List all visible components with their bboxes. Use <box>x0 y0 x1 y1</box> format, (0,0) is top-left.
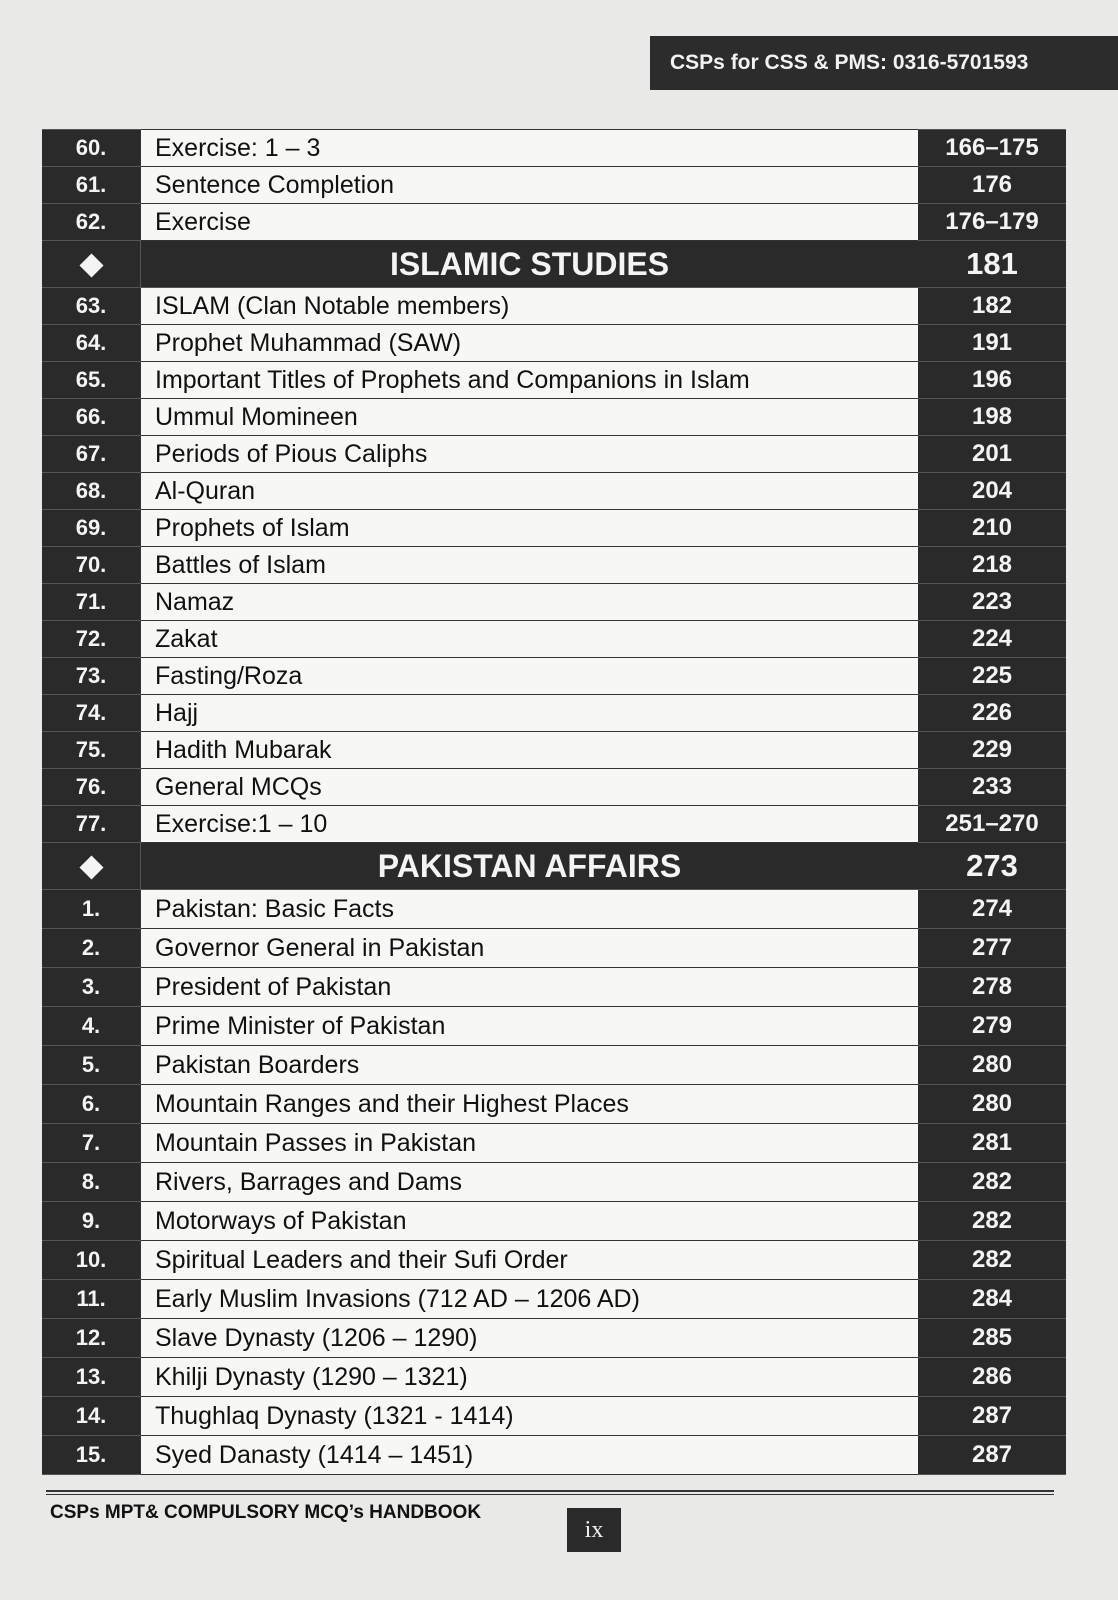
toc-title: Exercise:1 – 10 <box>141 806 919 843</box>
toc-number: 77. <box>42 806 141 843</box>
toc-row[interactable] <box>42 1085 1066 1124</box>
toc-title: Fasting/Roza <box>141 658 919 695</box>
toc-title: Khilji Dynasty (1290 – 1321) <box>141 1358 919 1397</box>
toc-row[interactable] <box>42 204 1066 241</box>
toc-title: Hadith Mubarak <box>141 732 919 769</box>
toc-row[interactable] <box>42 968 1066 1007</box>
toc-page: 166–175 <box>918 130 1066 167</box>
toc-row[interactable] <box>42 1163 1066 1202</box>
page-number: ix <box>567 1508 621 1552</box>
toc-number: 11. <box>42 1280 141 1319</box>
toc-title: Namaz <box>141 584 919 621</box>
toc-title: Al-Quran <box>141 473 919 510</box>
footer-divider <box>46 1490 1054 1495</box>
toc-row[interactable] <box>42 1397 1066 1436</box>
toc-title: General MCQs <box>141 769 919 806</box>
toc-row[interactable] <box>42 167 1066 204</box>
toc-number: 3. <box>42 968 141 1007</box>
section-page: 273 <box>918 843 1066 890</box>
diamond-icon <box>79 253 103 277</box>
toc-title: President of Pakistan <box>141 968 919 1007</box>
toc-title: Hajj <box>141 695 919 732</box>
toc-title: Important Titles of Prophets and Companions in Islam <box>141 362 919 399</box>
toc-page: 176–179 <box>918 204 1066 241</box>
toc-number: 13. <box>42 1358 141 1397</box>
toc-row[interactable] <box>42 621 1066 658</box>
toc-title: Governor General in Pakistan <box>141 929 919 968</box>
toc-page: 223 <box>918 584 1066 621</box>
toc-number: 70. <box>42 547 141 584</box>
toc-number: 67. <box>42 436 141 473</box>
toc-page: 198 <box>918 399 1066 436</box>
toc-number: 69. <box>42 510 141 547</box>
toc-number: 5. <box>42 1046 141 1085</box>
toc-row[interactable] <box>42 1007 1066 1046</box>
toc-row[interactable] <box>42 695 1066 732</box>
toc-title: Pakistan: Basic Facts <box>141 890 919 929</box>
toc-number: 68. <box>42 473 141 510</box>
toc-row[interactable] <box>42 658 1066 695</box>
toc-number: 72. <box>42 621 141 658</box>
toc-number: 66. <box>42 399 141 436</box>
header-contact-text: CSPs for CSS & PMS: 0316-5701593 <box>670 51 1029 74</box>
toc-row[interactable] <box>42 806 1066 843</box>
toc-title: ISLAM (Clan Notable members) <box>141 288 919 325</box>
toc-page: 251–270 <box>918 806 1066 843</box>
toc-row[interactable] <box>42 362 1066 399</box>
toc-page: 218 <box>918 547 1066 584</box>
toc-page: 201 <box>918 436 1066 473</box>
toc-title: Sentence Completion <box>141 167 919 204</box>
toc-title: Early Muslim Invasions (712 AD – 1206 AD) <box>141 1280 919 1319</box>
toc-title: Mountain Ranges and their Highest Places <box>141 1085 919 1124</box>
toc-row[interactable] <box>42 288 1066 325</box>
toc-row[interactable] <box>42 890 1066 929</box>
toc-number: 6. <box>42 1085 141 1124</box>
toc-number: 73. <box>42 658 141 695</box>
toc-number: 74. <box>42 695 141 732</box>
toc-title: Prophets of Islam <box>141 510 919 547</box>
toc-number: 12. <box>42 1319 141 1358</box>
toc-number: 7. <box>42 1124 141 1163</box>
toc-page: 233 <box>918 769 1066 806</box>
toc-page: 280 <box>918 1085 1066 1124</box>
toc-row[interactable] <box>42 769 1066 806</box>
toc-title: Slave Dynasty (1206 – 1290) <box>141 1319 919 1358</box>
toc-row[interactable] <box>42 130 1066 167</box>
toc-number: 14. <box>42 1397 141 1436</box>
toc-page: 277 <box>918 929 1066 968</box>
toc-page: 279 <box>918 1007 1066 1046</box>
toc-page: 191 <box>918 325 1066 362</box>
toc-row[interactable] <box>42 1319 1066 1358</box>
toc-page: 285 <box>918 1319 1066 1358</box>
toc-number: 61. <box>42 167 141 204</box>
toc-page: 229 <box>918 732 1066 769</box>
toc-title: Thughlaq Dynasty (1321 - 1414) <box>141 1397 919 1436</box>
toc-page: 225 <box>918 658 1066 695</box>
toc-row[interactable] <box>42 732 1066 769</box>
section-heading-islamic-studies[interactable] <box>42 241 1066 288</box>
toc-number: 10. <box>42 1241 141 1280</box>
section-heading-pakistan-affairs[interactable] <box>42 843 1066 890</box>
toc-number: 8. <box>42 1163 141 1202</box>
toc-page: 282 <box>918 1202 1066 1241</box>
toc-page: 196 <box>918 362 1066 399</box>
toc-row[interactable] <box>42 1436 1066 1475</box>
toc-title: Prime Minister of Pakistan <box>141 1007 919 1046</box>
toc-page: 287 <box>918 1397 1066 1436</box>
section-title: ISLAMIC STUDIES <box>141 241 919 288</box>
toc-row[interactable] <box>42 510 1066 547</box>
toc-number: 62. <box>42 204 141 241</box>
toc-row[interactable] <box>42 584 1066 621</box>
section-page: 181 <box>918 241 1066 288</box>
diamond-icon <box>79 855 103 879</box>
toc-page: 224 <box>918 621 1066 658</box>
toc-page: 278 <box>918 968 1066 1007</box>
toc-page: 274 <box>918 890 1066 929</box>
toc-title: Periods of Pious Caliphs <box>141 436 919 473</box>
header-contact-banner <box>650 36 1118 90</box>
toc-row[interactable] <box>42 1202 1066 1241</box>
toc-page: 226 <box>918 695 1066 732</box>
toc-row[interactable] <box>42 399 1066 436</box>
toc-title: Motorways of Pakistan <box>141 1202 919 1241</box>
toc-number: 4. <box>42 1007 141 1046</box>
toc-page: 210 <box>918 510 1066 547</box>
toc-title: Zakat <box>141 621 919 658</box>
toc-title: Prophet Muhammad (SAW) <box>141 325 919 362</box>
toc-page: 282 <box>918 1241 1066 1280</box>
toc-row[interactable] <box>42 929 1066 968</box>
toc-title: Exercise: 1 – 3 <box>141 130 919 167</box>
toc-row[interactable] <box>42 1124 1066 1163</box>
toc-page: 280 <box>918 1046 1066 1085</box>
toc-page: 281 <box>918 1124 1066 1163</box>
toc-title: Exercise <box>141 204 919 241</box>
toc-title: Mountain Passes in Pakistan <box>141 1124 919 1163</box>
toc-page: 286 <box>918 1358 1066 1397</box>
toc-title: Battles of Islam <box>141 547 919 584</box>
toc-number: 2. <box>42 929 141 968</box>
toc-page: 176 <box>918 167 1066 204</box>
table-of-contents <box>42 129 1066 1475</box>
toc-number: 60. <box>42 130 141 167</box>
toc-title: Pakistan Boarders <box>141 1046 919 1085</box>
section-title: PAKISTAN AFFAIRS <box>141 843 919 890</box>
toc-title: Spiritual Leaders and their Sufi Order <box>141 1241 919 1280</box>
toc-row[interactable] <box>42 1046 1066 1085</box>
toc-title: Rivers, Barrages and Dams <box>141 1163 919 1202</box>
toc-number: 71. <box>42 584 141 621</box>
toc-row[interactable] <box>42 1358 1066 1397</box>
toc-row[interactable] <box>42 1241 1066 1280</box>
toc-row[interactable] <box>42 547 1066 584</box>
toc-page: 204 <box>918 473 1066 510</box>
toc-number: 9. <box>42 1202 141 1241</box>
footer-book-title: CSPs MPT& COMPULSORY MCQ’s HANDBOOK <box>50 1502 482 1523</box>
toc-number: 15. <box>42 1436 141 1475</box>
toc-page: 182 <box>918 288 1066 325</box>
toc-number: 63. <box>42 288 141 325</box>
toc-row[interactable] <box>42 325 1066 362</box>
toc-page: 287 <box>918 1436 1066 1475</box>
toc-number: 75. <box>42 732 141 769</box>
toc-row[interactable] <box>42 436 1066 473</box>
toc-number: 1. <box>42 890 141 929</box>
toc-title: Syed Danasty (1414 – 1451) <box>141 1436 919 1475</box>
toc-title: Ummul Momineen <box>141 399 919 436</box>
toc-row[interactable] <box>42 473 1066 510</box>
toc-number: 65. <box>42 362 141 399</box>
toc-page: 282 <box>918 1163 1066 1202</box>
toc-number: 64. <box>42 325 141 362</box>
toc-row[interactable] <box>42 1280 1066 1319</box>
toc-number: 76. <box>42 769 141 806</box>
toc-page: 284 <box>918 1280 1066 1319</box>
